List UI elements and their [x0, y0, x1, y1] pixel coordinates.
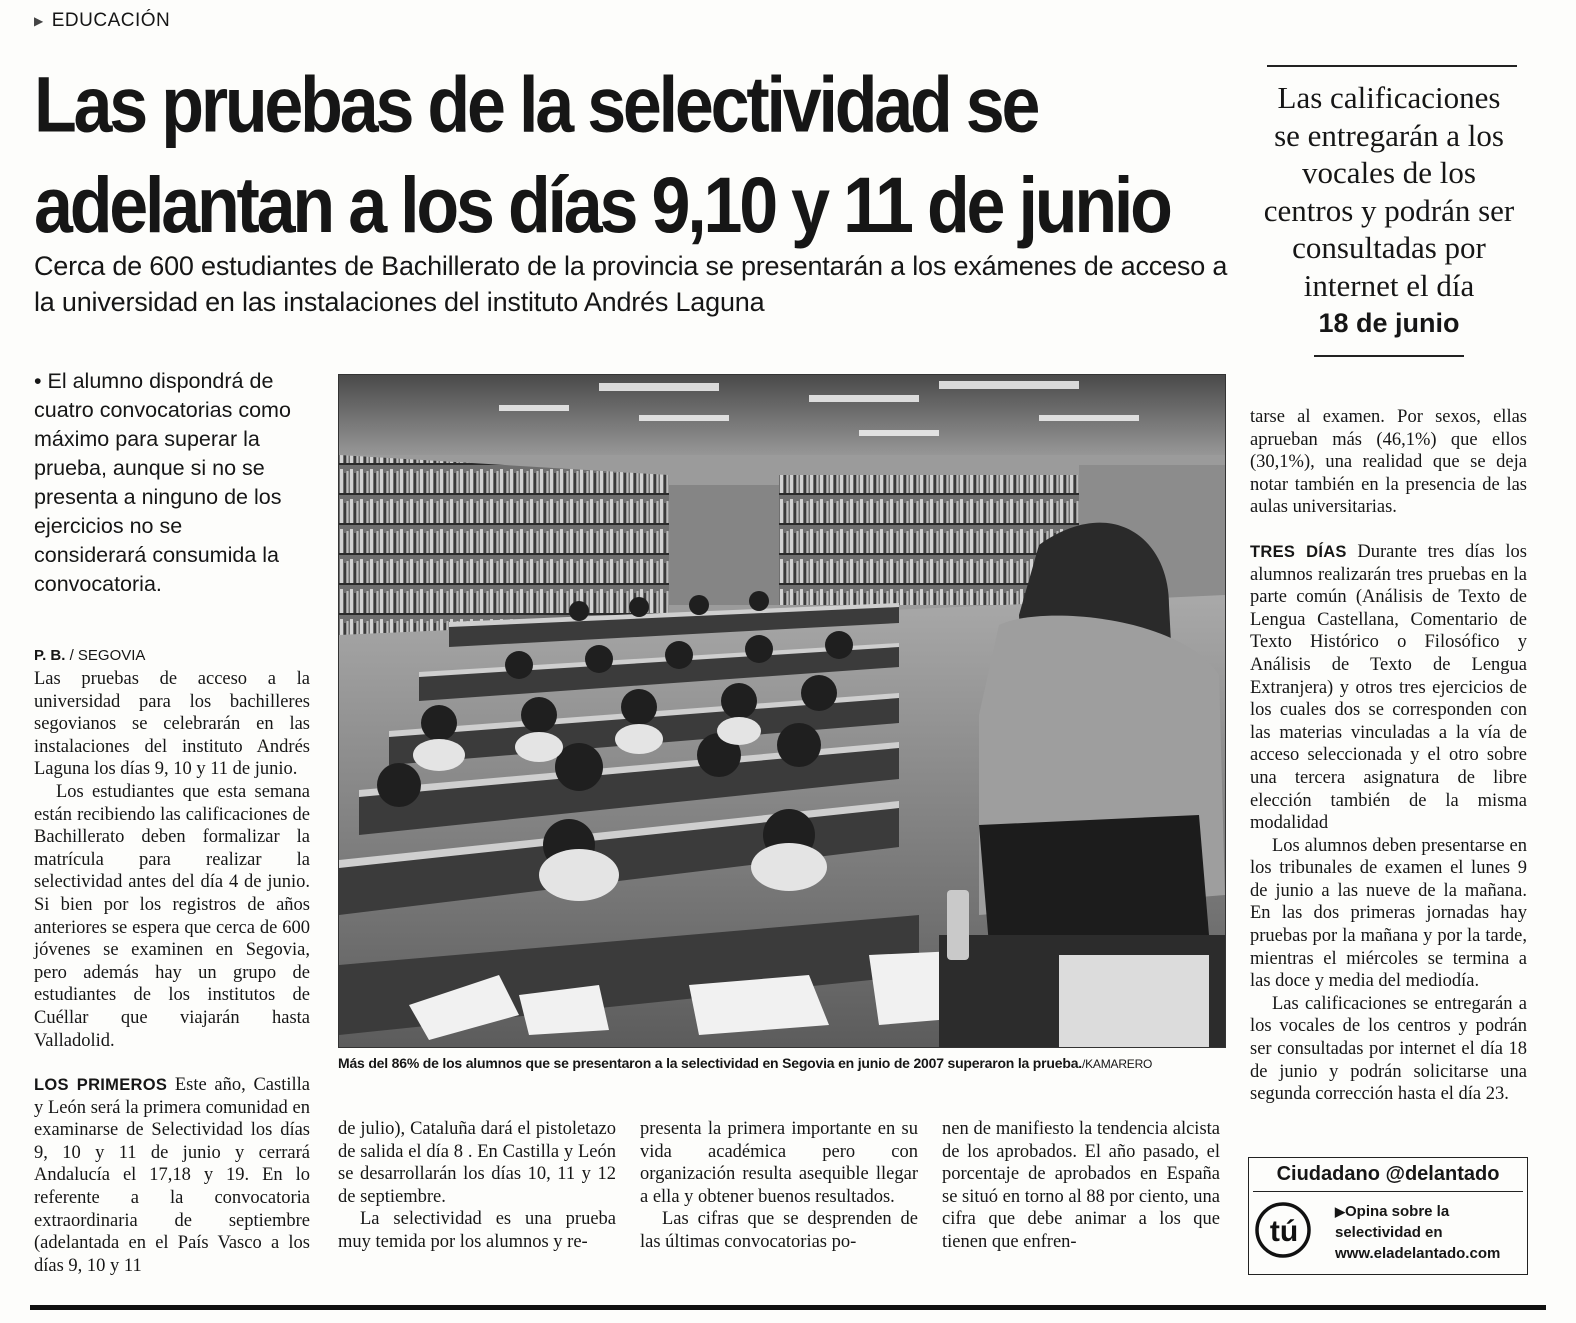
col3-paragraph-1: presenta la primera importante en su vida académica pero con organización resulta asequible llegar a ella y obtener buenos resultados.	[640, 1119, 918, 1207]
section-tag	[34, 10, 170, 32]
article-column-2	[338, 1118, 616, 1254]
kicker-los-primeros: LOS PRIMEROS	[34, 1076, 168, 1095]
byline	[34, 647, 145, 664]
promo-url[interactable]: www.eladelantado.com	[1335, 1245, 1501, 1262]
col1-paragraph-3	[34, 1074, 310, 1277]
subheadline: Cerca de 600 estudiantes de Bachillerato de la provincia se presentarán a los exámenes de acceso a la universidad en las instalaciones del instituto Andrés Laguna	[34, 251, 1228, 317]
ciudadano-promo	[1335, 1201, 1525, 1264]
article-column-3	[640, 1118, 918, 1254]
pull-quote-top-rule	[1267, 65, 1517, 67]
photo-caption	[338, 1055, 1224, 1071]
pull-quote	[1262, 65, 1516, 357]
headline-line-1: Las pruebas de la selectividad se	[34, 60, 1038, 149]
arrow-right-icon: ▶	[1335, 1204, 1345, 1219]
col2-paragraph-1: de julio), Cataluña dará el pistoletazo de salida el día 8 . En Castilla y León se desarrollarán los días 10, 11 y 12 de septiembre.	[338, 1119, 616, 1207]
col5-paragraph-3: Los alumnos deben presentarse en los tribunales de examen el lunes 9 de junio a las nueve de la mañana. En las dos primeras jornadas hay pruebas por la mañana y por la tarde, mientras el miércoles se termina a las doce y media del mediodía.	[1250, 835, 1527, 992]
photo-credit: /KAMARERO	[1081, 1057, 1153, 1071]
col5-paragraph-2	[1250, 541, 1527, 835]
news-photo	[338, 374, 1226, 1048]
col1-paragraph-1: Las pruebas de acceso a la universidad para los bachilleres segovianos se celebrarán en las instalaciones del instituto Andrés Laguna los días 9, 10 y 11 de junio.	[34, 669, 310, 780]
kicker-tres-dias: TRES DÍAS	[1250, 542, 1347, 561]
pull-quote-date: 18 de junio	[1318, 308, 1460, 338]
col5-paragraph-2-text: Durante tres días los alumnos realizarán tres pruebas en la parte común (Análisis de Texto de Lengua Castellana, Comentario de Texto Histórico o Filosófico y Análisis de Texto de Lengua Extranjera) y otros tres ejercicios de los cuales dos se corresponden con las materias vinculadas a la vía de acceso seleccionada y el otro sobre una tercera asignatura de libre elección también de la misma modalidad	[1250, 541, 1527, 834]
col3-paragraph-2: Las cifras que se desprenden de las últimas convocatorias po-	[640, 1209, 918, 1252]
bottom-rule	[30, 1305, 1546, 1310]
highlight-box	[34, 367, 296, 599]
col5-paragraph-1: tarse al examen. Por sexos, ellas aprueban más (46,1%) que ellos (30,1%), una realidad que se deja notar también en la presencia de las aulas universitarias.	[1250, 407, 1527, 518]
highlight-text: • El alumno dispondrá de cuatro convocatorias como máximo para superar la prueba, aunque si no se presenta a ninguno de los ejercicios no se considerará consumida la convocatoria.	[34, 369, 291, 596]
article-column-5	[1250, 406, 1527, 1106]
headline	[34, 54, 1244, 256]
col2-paragraph-2: La selectividad es una prueba muy temida por los alumnos y re-	[338, 1209, 616, 1252]
byline-place: / SEGOVIA	[65, 647, 146, 664]
promo-text: Opina sobre la selectividad en	[1335, 1203, 1450, 1241]
ciudadano-box	[1248, 1157, 1528, 1275]
tu-logo-text: tú	[1269, 1215, 1299, 1248]
ciudadano-title: Ciudadano @delantado	[1253, 1158, 1523, 1192]
col1-paragraph-2: Los estudiantes que esta semana están recibiendo las calificaciones de Bachillerato deben formalizar la matrícula para realizar la selectividad antes del día 4 de junio. Si bien por los registros de años anteriores se espera que cerca de 600 jóvenes se examinen en Segovia, pero además hay un grupo de estudiantes de los institutos de Cuéllar que viajarán hasta Valladolid.	[34, 781, 310, 1051]
col4-paragraph-1: nen de manifiesto la tendencia alcista de los aprobados. El año pasado, el porcentaje de aprobados en España se situó en torno al 88 por ciento, una cifra que debe animar a los que tienen que enfren-	[942, 1119, 1220, 1252]
tu-logo-icon	[1253, 1200, 1313, 1260]
col5-paragraph-4: Las calificaciones se entregarán a los vocales de los centros y podrán ser consultadas por internet el día 18 de junio y podrán solicitarse una segunda corrección hasta el día 23.	[1250, 993, 1527, 1105]
section-label: EDUCACIÓN	[51, 10, 171, 31]
article-column-4	[942, 1118, 1220, 1254]
pull-quote-bottom-rule	[1314, 355, 1464, 357]
byline-author: P. B.	[34, 647, 66, 664]
col1-paragraph-3-text: Este año, Castilla y León será la primera comunidad en examinarse de Selectividad los días 9, 10 y 11 de junio y cerrará Andalucía el 17,18 y 19. En lo referente a la convocatoria extraordinaria de septiembre (adelantada en el País Vasco a los días 9, 10 y 11	[34, 1075, 310, 1276]
headline-line-2: adelantan a los días 9,10 y 11 de junio	[34, 161, 1170, 249]
article-column-1	[34, 668, 310, 1277]
pull-quote-text: Las calificaciones se entregarán a los vocales de los centros y podrán ser consultadas por internet el día	[1263, 80, 1515, 303]
photo-caption-text: Más del 86% de los alumnos que se presentaron a la selectividad en Segovia en junio de 2007 superaron la prueba.	[338, 1055, 1082, 1071]
exam-hall-photo	[339, 375, 1225, 1047]
arrow-icon: ▶	[34, 14, 44, 28]
